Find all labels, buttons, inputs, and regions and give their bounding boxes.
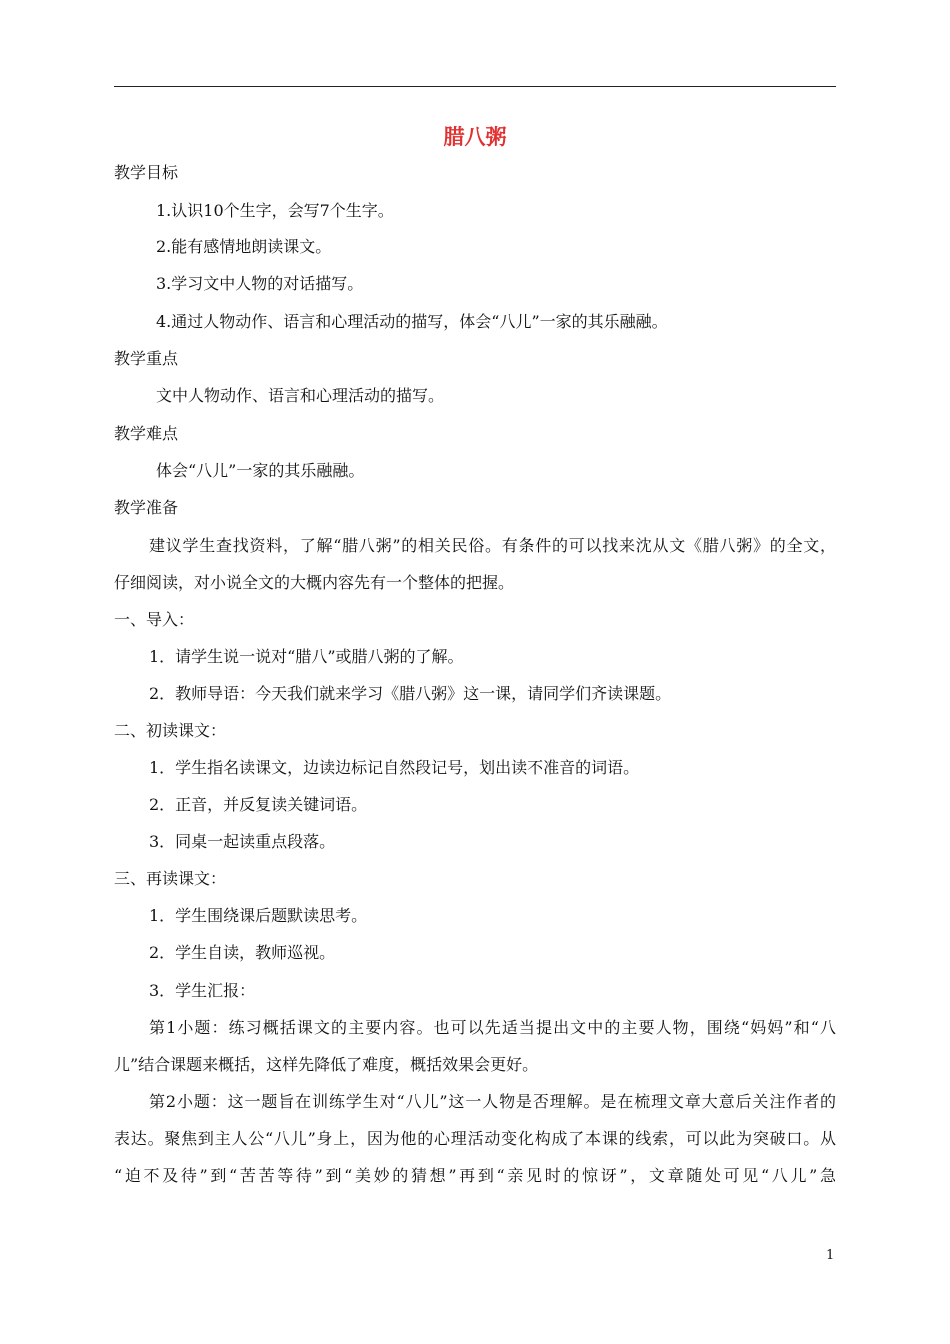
paragraph-line: “迫不及待”到“苦苦等待”到“美妙的猜想”再到“亲见时的惊讶”，文章随处可见“八儿”急 <box>114 1166 836 1185</box>
paragraph-line: 第2小题：这一题旨在训练学生对“八儿”这一人物是否理解。是在梳理文章大意后关注作者的 <box>149 1092 836 1111</box>
paragraph-line: 表达。聚焦到主人公“八儿”身上，因为他的心理活动变化构成了本课的线索，可以此为突破口。从 <box>114 1129 836 1148</box>
section-heading: 教学难点 <box>114 424 179 443</box>
paragraph-line: 儿”结合课题来概括，这样先降低了难度，概括效果会更好。 <box>114 1055 539 1074</box>
list-item: 3．同桌一起读重点段落。 <box>149 832 336 851</box>
list-item: 2．学生自读，教师巡视。 <box>149 943 336 962</box>
list-item: 1.认识10个生字，会写7个生字。 <box>156 201 394 220</box>
paragraph-line: 仔细阅读，对小说全文的大概内容先有一个整体的把握。 <box>114 573 515 592</box>
paragraph: 文中人物动作、语言和心理活动的描写。 <box>156 386 445 405</box>
list-item: 3.学习文中人物的对话描写。 <box>156 274 364 293</box>
section-heading: 一、导入： <box>114 610 195 629</box>
list-item: 1．学生围绕课后题默读思考。 <box>149 906 368 925</box>
section-heading: 三、再读课文： <box>114 869 227 888</box>
list-item: 4.通过人物动作、语言和心理活动的描写，体会“八儿”一家的其乐融融。 <box>156 312 668 331</box>
list-item: 1．学生指名读课文，边读边标记自然段记号，划出读不准音的词语。 <box>149 758 640 777</box>
section-heading: 教学准备 <box>114 498 179 517</box>
page-number: 1 <box>826 1248 835 1263</box>
list-item: 2．正音，并反复读关键词语。 <box>149 795 368 814</box>
paragraph-line: 第1小题：练习概括课文的主要内容。也可以先适当提出文中的主要人物，围绕“妈妈”和“八 <box>149 1018 836 1037</box>
paragraph: 体会“八儿”一家的其乐融融。 <box>156 461 365 480</box>
list-item: 2.能有感情地朗读课文。 <box>156 237 332 256</box>
paragraph-line: 建议学生查找资料，了解“腊八粥”的相关民俗。有条件的可以找来沈从文《腊八粥》的全文， <box>149 536 836 555</box>
list-item: 1．请学生说一说对“腊八”或腊八粥的了解。 <box>149 647 464 666</box>
list-item: 2．教师导语：今天我们就来学习《腊八粥》这一课，请同学们齐读课题。 <box>149 684 672 703</box>
section-heading: 二、初读课文： <box>114 721 227 740</box>
section-heading: 教学目标 <box>114 163 179 182</box>
section-heading: 教学重点 <box>114 349 179 368</box>
document-title: 腊八粥 <box>443 125 507 149</box>
list-item: 3．学生汇报： <box>149 981 256 1000</box>
header-rule <box>114 86 836 87</box>
